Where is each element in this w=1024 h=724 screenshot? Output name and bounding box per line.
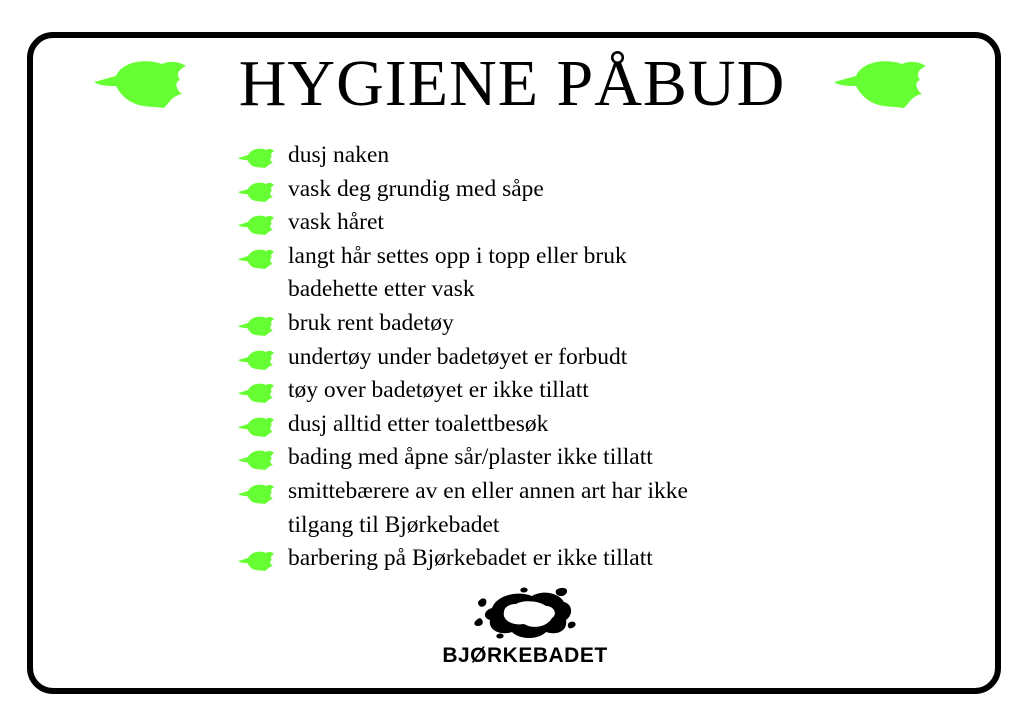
leaf-icon [236, 448, 274, 470]
leaf-icon [236, 180, 274, 202]
leaf-icon [236, 247, 274, 269]
rule-text: undertøy under badetøyet er forbudt [288, 343, 628, 370]
rule-item [236, 307, 856, 341]
leaf-icon [236, 415, 274, 437]
leaf-icon [236, 549, 274, 571]
rule-item [236, 441, 856, 475]
rule-text: bruk rent badetøy [288, 309, 454, 336]
rule-item [236, 542, 856, 576]
rule-item [236, 475, 856, 542]
brand-name: BJØRKEBADET [442, 644, 608, 667]
rule-text: badehette etter vask [288, 276, 475, 303]
leaf-icon [236, 146, 274, 168]
rule-text: vask deg grundig med såpe [288, 175, 544, 202]
logo [432, 586, 618, 670]
rule-item [236, 408, 856, 442]
rule-item [236, 139, 856, 173]
page-title: HYGIENE PÅBUD [238, 47, 786, 120]
rule-text: vask håret [288, 209, 384, 236]
rule-text: langt hår settes opp i topp eller bruk [288, 242, 627, 269]
rule-text: smittebærere av en eller annen art har ikke [288, 477, 688, 504]
rule-item [236, 240, 856, 307]
rule-item [236, 341, 856, 375]
rule-item [236, 173, 856, 207]
rule-text: tilgang til Bjørkebadet [288, 511, 500, 538]
rules-list [236, 139, 856, 576]
leaf-icon [236, 482, 274, 504]
rule-text: barbering på Bjørkebadet er ikke tillatt [288, 545, 653, 572]
rule-text: bading med åpne sår/plaster ikke tillatt [288, 444, 653, 471]
rule-item [236, 206, 856, 240]
rule-text: tøy over badetøyet er ikke tillatt [288, 377, 589, 404]
leaf-icon [236, 348, 274, 370]
rule-text: dusj naken [288, 142, 390, 168]
leaf-icon [236, 381, 274, 403]
splash-logo-icon [472, 586, 578, 642]
rule-text: dusj alltid etter toalettbesøk [288, 410, 549, 437]
leaf-icon [236, 314, 274, 336]
rule-item [236, 374, 856, 408]
leaf-icon [236, 213, 274, 235]
